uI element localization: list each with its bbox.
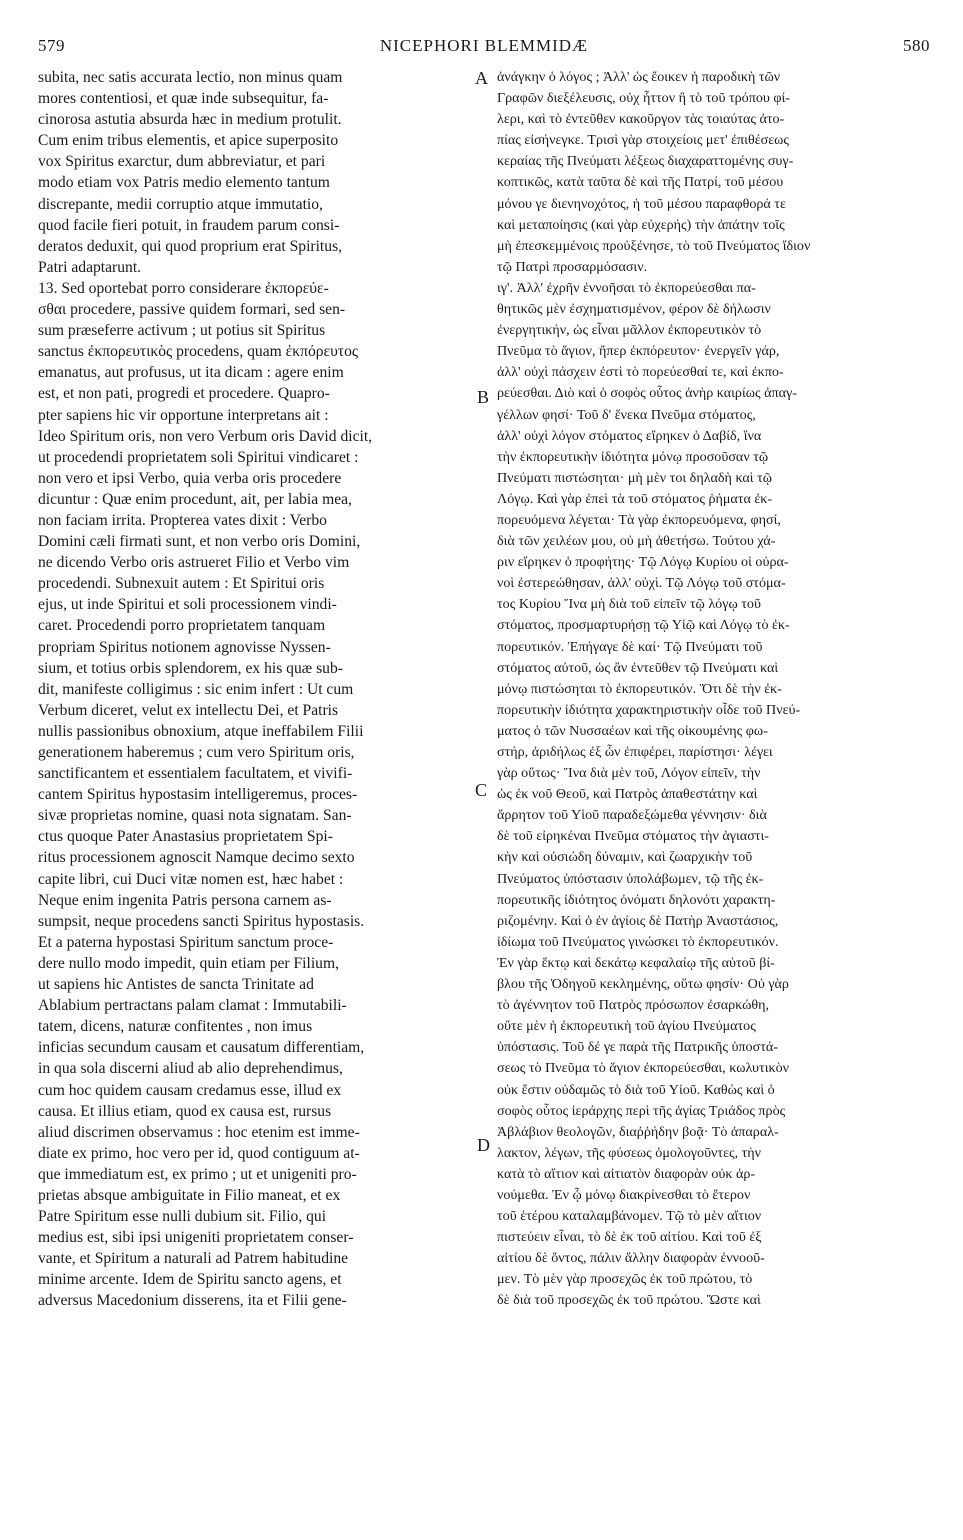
latin-text-line: quod facile fieri potuit, in fraudem parum consi- [38, 216, 340, 234]
latin-text-line: ritus processionem agnoscit Namque decimo sexto [38, 849, 355, 867]
latin-text-line: Verbum diceret, velut ex intellectu Dei, et Patris [38, 701, 339, 719]
greek-text-line: πορευτικῆς ἰδιότητος ὀνόματι δηλονότι χαρακτη- [497, 891, 776, 908]
latin-text-line: sanctus ἐκπορευτικὸς procedens, quam ἐκπόρευτος [38, 343, 359, 361]
greek-text-line: ρεύεσθαι. Διὸ καὶ ὁ σοφὸς οὗτος ἀνὴρ καιρίως ἀπαγ- [497, 385, 797, 402]
margin-marker-a: A [475, 68, 488, 88]
greek-text-line: κατὰ τὸ αἴτιον καὶ αἰτιατὸν διαφορὰν οὐκ ἀρ- [497, 1165, 756, 1182]
greek-text-line: πορευόμενα λέγεται· Τὰ γὰρ ἐκπορευόμενα, φησί, [497, 511, 781, 528]
greek-text-line: ἰδίωμα τοῦ Πνεύματος γινώσκει τὸ ἐκπορευτικόν. [497, 933, 779, 950]
latin-text-line: est, et non pati, progredi et procedere. Quapro- [38, 385, 330, 403]
greek-text-line: τοῦ ἑτέρου καταλαμβάνομεν. Τῷ τὸ μὲν αἴτιον [497, 1208, 762, 1225]
greek-text-line: ματος ὁ τῶν Νυσσαέων καὶ τῆς οἰκουμένης φω- [497, 722, 768, 739]
latin-text-line: Domini cæli firmati sunt, et non verbo oris Domini, [38, 533, 361, 551]
latin-text-line: cinorosa astutia absurda hæc in medium protulit. [38, 111, 342, 129]
latin-text-line: cantem Spiritus hypostasim intelligeremus, proces- [38, 786, 358, 804]
greek-text-line: κοπτικῶς, κατὰ ταῦτα δὲ καὶ τῆς Πατρί, τοῦ μέσου [497, 174, 784, 191]
latin-text-line: ejus, ut inde Spiritui et soli processionem vindi- [38, 596, 337, 614]
greek-text-line: γέλλων φησί· Τοῦ δ' ἕνεκα Πνεῦμα στόματος, [497, 406, 756, 423]
latin-text-line: vante, et Spiritum a naturali ad Patrem habitudine [38, 1250, 349, 1268]
running-title: NICEPHORI BLEMMIDÆ [379, 36, 589, 55]
greek-text-line: Πνεῦμα τὸ ἅγιον, ἤπερ ἐκπόρευτον· ἐνεργεῖν γάρ, [497, 343, 780, 360]
latin-text-line: caret. Procedendi porro proprietatem tanquam [38, 617, 326, 635]
greek-text-line: στήρ, ἀριδήλως ἐξ ὧν ἐπιφέρει, παρίστησι· λέγει [497, 744, 773, 760]
latin-text-line: medius est, sibi ipsi unigeniti proprietatem conser- [38, 1229, 354, 1247]
latin-text-line: Et a paterna hypostasi Spiritum sanctum proce- [38, 933, 334, 951]
latin-text-line: ne dicendo Verbo oris astrueret Filio et Verbo vim [38, 554, 350, 572]
latin-text-line: sanctificantem et essentialem facultatem, et vivifi- [38, 765, 353, 783]
greek-text-line: ἄρρητον τοῦ Υἱοῦ παραδεξώμεθα γέννησιν· διὰ [497, 807, 767, 824]
latin-text-line: Cum enim tribus elementis, et apice superposito [38, 132, 339, 150]
latin-text-line: diate ex primo, hoc vero per id, quod contiguum at- [38, 1144, 360, 1162]
greek-text-line: στόματος αὐτοῦ, ὡς ἂν ἐντεῦθεν τῷ Πνεύματι καὶ [497, 659, 779, 676]
latin-text-line: propriam Spiritus notionem agnovisse Nyssen- [38, 638, 331, 656]
latin-column [38, 67, 472, 1312]
greek-text-line: λερι, καὶ τὸ ἐντεῦθεν κακοῦργον τὰς τοιαύτας ἀτο- [497, 111, 785, 128]
latin-text-line: in qua sola discerni aliud ab alio deprehendimus, [38, 1060, 343, 1078]
latin-text-line: σθαι procedere, passive quidem formari, sed sen- [38, 301, 346, 319]
page-number-left: 579 [38, 36, 65, 55]
latin-text-line: sum præseferre activum ; ut potius sit Spiritus [38, 322, 326, 340]
greek-text-line: σεως τὸ Πνεῦμα τὸ ἅγιον ἐκπορεύεσθαι, κωλυτικὸν [497, 1060, 790, 1077]
greek-text-line: ριν εἴρηκεν ὁ προφήτης· Τῷ Λόγῳ Κυρίου οἱ οὐρα- [497, 554, 789, 571]
greek-text-line: ὡς ἐκ νοῦ Θεοῦ, καὶ Πατρὸς ἀπαθεστάτην καὶ [497, 786, 758, 803]
greek-text-line: στόματος, προσμαρτυρήσῃ τῷ Υἱῷ καὶ Λόγῳ τὸ ἐκ- [497, 617, 790, 634]
margin-marker-b: B [477, 387, 490, 407]
greek-text-line: δὲ διὰ τοῦ προσεχῶς ἐκ τοῦ πρώτου. Ὥστε καὶ [497, 1292, 761, 1309]
greek-text-line: πορευτικὴν ἰδιότητα χαρακτηριστικὴν οἶδε τοῦ Πνεύ- [497, 701, 801, 718]
latin-text-line: emanatus, aut profusus, ut ita dicam : agere enim [38, 364, 344, 382]
greek-text-line: Πνεύματι πιστώσηται· μὴ μὲν τοι δηλαδὴ καὶ τῷ [497, 469, 773, 486]
latin-text-line: Patri adaptarunt. [38, 258, 142, 276]
latin-text-line: vox Spiritus exarctur, dum abbreviatur, et pari [38, 153, 326, 171]
greek-text-line: κὴν καὶ οὐσιώδη δύναμιν, καὶ ζωαρχικὴν τοῦ [497, 849, 753, 866]
greek-text-line: γὰρ οὕτως· Ἵνα διὰ μὲν τοῦ, Λόγον εἰπεῖν, τὴν [497, 765, 761, 782]
greek-text-line: ιγ'. Ἀλλ' ἐχρῆν ἐννοῆσαι τὸ ἐκπορεύεσθαι πα- [497, 279, 756, 296]
latin-text-line: procedendi. Subnexuit autem : Et Spiritui oris [38, 575, 325, 593]
latin-text-line: discrepante, medii corruptio atque immutatio, [38, 195, 323, 213]
latin-text-line: Ideo Spiritum oris, non vero Verbum oris David dicit, [38, 427, 373, 445]
greek-text-line: καὶ μεταποίησις (καὶ γὰρ εὐχερής) τὴν ἀπάτην τοῖς [497, 216, 785, 233]
latin-text-line: generationem haberemus ; cum vero Spiritum oris, [38, 744, 355, 761]
latin-text-line: que immediatum est, ex primo ; ut et unigeniti pro- [38, 1165, 357, 1183]
greek-text-line: πίας εἰσήνεγκε. Τρισὶ γὰρ στοιχείοις μετ' ἐπιθέσεως [497, 132, 789, 149]
latin-text-line: prietas absque ambiguitate in Filio maneat, et ex [38, 1186, 341, 1204]
greek-text-line: νούμεθα. Ἐν ᾧ μόνῳ διακρίνεσθαι τὸ ἕτερον [497, 1186, 751, 1203]
greek-text-line: κεραίας τῆς Πνεύματι λέξεως διαχαραττομένης συγ- [497, 153, 794, 170]
latin-text-line: causa. Et illius etiam, quod ex causa est, rursus [38, 1102, 332, 1120]
latin-text-line: inficias secundum causam et causatum differentiam, [38, 1039, 365, 1057]
greek-text-line: σοφὸς οὗτος ἱεράρχης περὶ τῆς ἁγίας Τριάδος πρὸς [497, 1102, 786, 1119]
greek-text-line: ἀνάγκην ὁ λόγος ; Ἀλλ' ὡς ἔοικεν ἡ παροδικὴ τῶν [497, 69, 781, 85]
greek-text-line: ἀλλ' οὐχὶ λόγον στόματος εἴρηκεν ὁ Δαβίδ, ἵνα [497, 427, 762, 444]
latin-text-line: deratos deduxit, qui quod proprium erat Spiritus, [38, 237, 343, 255]
latin-text-line: dit, manifeste colligimus : sic enim infert : Ut cum [38, 680, 354, 698]
margin-marker-c: C [475, 780, 488, 800]
greek-text-line: αἰτίου δὲ ὄντος, πάλιν ἄλλην διαφορὰν ἐννοοῦ- [497, 1250, 765, 1267]
greek-text-line: λακτον, λέγων, τῆς φύσεως ὁμολογοῦντες, τὴν [497, 1144, 762, 1161]
greek-column [497, 67, 927, 1312]
latin-text-line: capite libri, cui Duci vitæ nomen est, hæc habet : [38, 870, 344, 888]
greek-text-line: μεν. Τὸ μὲν γὰρ προσεχῶς ἐκ τοῦ πρώτου, τὸ [497, 1271, 753, 1288]
greek-text-line: μὴ ἐπεσκεμμένοις προὐξένησε, τὸ τοῦ Πνεύματος ἴδιον [497, 237, 811, 254]
latin-text-line: ctus quoque Pater Anastasius proprietatem Spi- [38, 828, 333, 846]
greek-text-line: ἀλλ' οὐχὶ πάσχειν ἐστὶ τὸ πορεύεσθαί τε, καὶ ἐκπο- [497, 364, 784, 381]
greek-text-line: τῷ Πατρὶ προσαρμόσασιν. [497, 258, 648, 275]
greek-text-line: μόνῳ πιστώσηται τὸ ἐκπορευτικόν. Ὅτι δὲ τὴν ἐκ- [497, 680, 782, 697]
latin-text-line: ut procedendi proprietatem soli Spiritui vindicaret : [38, 448, 359, 466]
greek-text-line: Πνεύματος ὑπόστασιν ὑπολάβωμεν, τῷ τῆς ἐκ- [497, 870, 764, 887]
greek-text-line: Ἀβλάβιον θεολογῶν, διαῤῥήδην βοᾷ· Τὸ ἀπαραλ- [497, 1123, 779, 1140]
latin-text-line: adversus Macedonium disserens, ita et Filii gene- [38, 1292, 347, 1310]
greek-text-line: διὰ τῶν χειλέων μου, οὐ μὴ ἀθετήσω. Τούτου χά- [497, 533, 776, 550]
latin-text-line: tatem, dicens, naturæ confitentes , non imus [38, 1018, 313, 1036]
latin-text-line: sumpsit, neque procedens sancti Spiritus hypostasis. [38, 912, 365, 930]
greek-text-line: οὐκ ἔστιν οὐδαμῶς τὸ διὰ τοῦ Υἱοῦ. Καθὼς καὶ ὁ [497, 1081, 775, 1098]
greek-text-line: Ἐν γὰρ ἕκτῳ καὶ δεκάτῳ κεφαλαίῳ τῆς αὐτοῦ βί- [497, 954, 775, 971]
greek-text-line: δὲ τοῦ εἰρηκέναι Πνεῦμα στόματος τὴν ἁγιαστι- [497, 828, 769, 845]
latin-text-line: dere nullo modo impedit, quin etiam per Filium, [38, 954, 340, 972]
latin-text-line: 13. Sed oportebat porro considerare ἐκπορεύε- [38, 279, 329, 297]
greek-text-line: τὸ ἀγέννητον τοῦ Πατρὸς πρόσωπον ἐσαρκώθη, [497, 997, 770, 1014]
greek-text-line: τὴν ἐκπορευτικὴν ἰδιότητα μόνῳ προσοῦσαν τῷ [497, 448, 769, 465]
latin-text-line: minime arcente. Idem de Spiritu sancto agens, et [38, 1271, 342, 1289]
greek-text-line: νοὶ ἐστερεώθησαν, ἀλλ' οὐχὶ. Τῷ Λόγῳ τοῦ στόμα- [497, 575, 786, 592]
latin-text-line: modo etiam vox Patris medio elemento tantum [38, 174, 330, 192]
latin-text-line: non vero et ipsi Verbo, quia verba oris procedere [38, 469, 342, 487]
latin-text-line: Patre Spiritum esse nulli dubium sit. Filio, qui [38, 1208, 327, 1226]
greek-text-line: μόνου γε διενηνοχότος, ἡ τοῦ μέσου παραφθορά τε [497, 195, 786, 212]
latin-text-line: Neque enim ingenita Patris persona carnem as- [38, 891, 332, 909]
latin-text-line: nullis passionibus obnoxium, atque ineffabilem Filii [38, 722, 364, 740]
latin-text-line: non faciam irrita. Propterea vates dixit : Verbo [38, 511, 327, 529]
greek-text-line: πιστεύειν εἶναι, τὸ δὲ ἐκ τοῦ αἰτίου. Καὶ τοῦ ἐξ [497, 1229, 762, 1246]
latin-text-line: sium, et totius orbis splendorem, ex his quæ sub- [38, 659, 343, 677]
page-number-right: 580 [903, 36, 930, 55]
latin-text-line: cum hoc quidem causam credamus esse, illud ex [38, 1081, 342, 1099]
latin-text-line: sivæ proprietas nomine, quasi nota signatam. San- [38, 807, 352, 825]
greek-text-line: οὔτε μὲν ἡ ἐκπορευτικὴ τοῦ ἁγίου Πνεύματος [497, 1018, 756, 1035]
latin-text-line: Ablabium pertractans palam clamat : Immutabili- [38, 997, 347, 1015]
latin-text-line: pter sapiens hic vir opportune interpretans ait : [38, 406, 329, 424]
latin-text-line: aliud discrimen observamus : hoc etenim est imme- [38, 1123, 360, 1141]
greek-text-line: βλου τῆς Ὁδηγοῦ κεκλημένης, οὕτω φησίν· Οὐ γὰρ [497, 976, 789, 993]
latin-text-line: mores contentiosi, et quæ inde subsequitur, fa- [38, 90, 329, 108]
greek-text-line: ἐνεργητικήν, ὡς εἶναι μᾶλλον ἐκπορευτικὸν τὸ [497, 322, 762, 339]
greek-text-line: θητικῶς μὲν ἐσχηματισμένον, φέρον δὲ δήλωσιν [497, 301, 771, 318]
greek-text-line: Λόγῳ. Καὶ γὰρ ἐπεὶ τὰ τοῦ στόματος ῥήματα ἐκ- [497, 490, 773, 507]
greek-text-line: ριζομένην. Καὶ ὁ ἐν ἁγίοις δὲ Πατὴρ Ἀναστάσιος, [497, 912, 779, 929]
margin-marker-d: D [477, 1135, 490, 1155]
greek-text-line: τος Κυρίου Ἵνα μὴ διὰ τοῦ εἰπεῖν τῷ λόγῳ τοῦ [497, 596, 761, 613]
latin-text-line: dicuntur : Quæ enim procedunt, ait, per labia mea, [38, 490, 352, 508]
greek-text-line: πορευτικόν. Ἐπήγαγε δὲ καί· Τῷ Πνεύματι τοῦ [497, 638, 763, 655]
running-header [38, 34, 930, 58]
greek-text-line: ὑπόστασις. Τοῦ δέ γε παρὰ τῆς Πατρικῆς ὑποστά- [497, 1039, 778, 1056]
latin-text-line: subita, nec satis accurata lectio, non minus quam [38, 69, 343, 86]
latin-text-line: ut sapiens hic Antistes de sancta Trinitate ad [38, 976, 314, 994]
greek-text-line: Γραφῶν διεξέλευσις, οὐχ ἧττον ἢ τὸ τοῦ τρόπου φί- [497, 90, 790, 107]
